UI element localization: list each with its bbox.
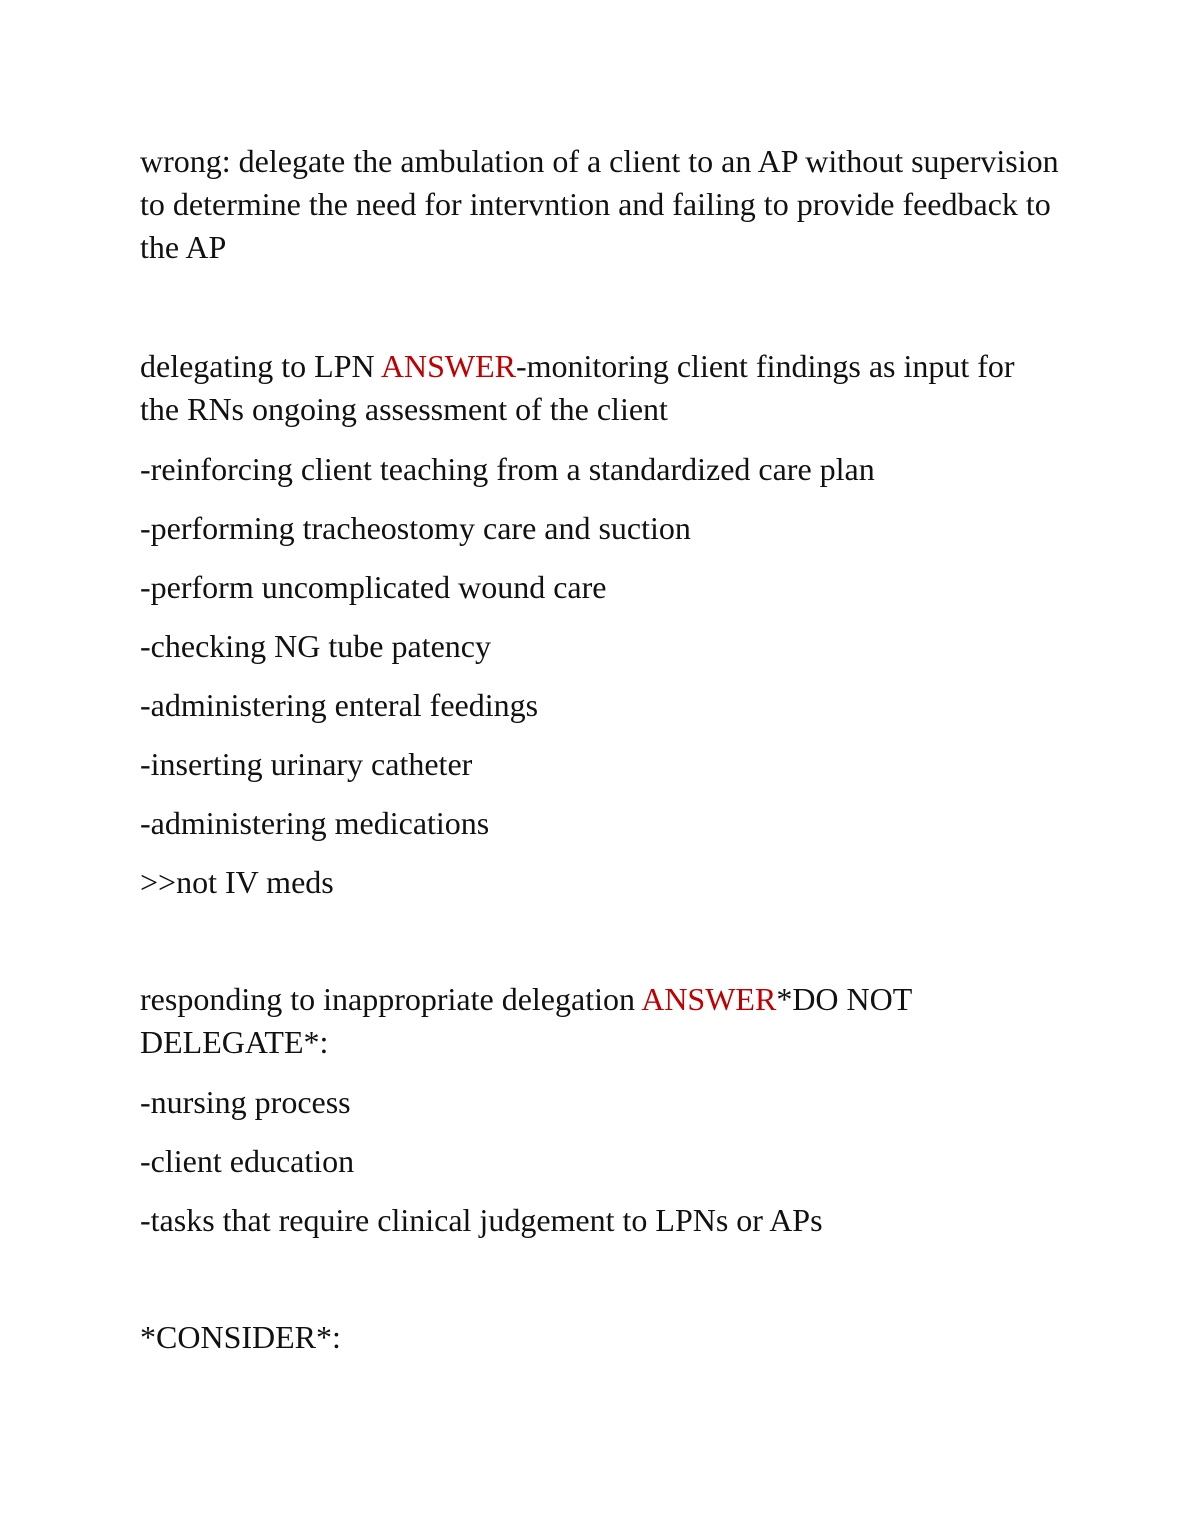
answer-text: *DO NOT DELEGATE*: <box>140 981 912 1060</box>
list-item: -checking NG tube patency <box>140 628 491 664</box>
list-item: -reinforcing client teaching from a standardized care plan <box>140 451 875 487</box>
question-text: delegating to LPN <box>140 348 375 384</box>
list-item: -inserting urinary catheter <box>140 746 473 782</box>
wrong-delegation-note: wrong: delegate the ambulation of a client to an AP without supervision to determine the need for intervntion and failing to provide feedback to the AP <box>140 143 1059 265</box>
answer-text: -monitoring client findings as input for the RNs ongoing assessment of the client <box>140 348 1015 427</box>
list-item: -tasks that require clinical judgement to LPNs or APs <box>140 1202 823 1238</box>
list-item: -nursing process <box>140 1084 351 1120</box>
list-item: -client education <box>140 1143 355 1179</box>
inappropriate-question-answer <box>140 978 1060 1064</box>
question-text: responding to inappropriate delegation <box>140 981 635 1017</box>
list-item: >>not IV meds <box>140 864 334 900</box>
consider-heading: *CONSIDER*: <box>140 1319 341 1355</box>
list-item: -administering enteral feedings <box>140 687 539 723</box>
lpn-question-answer <box>140 345 1060 431</box>
list-item: -perform uncomplicated wound care <box>140 569 607 605</box>
answer-label: ANSWER <box>641 981 777 1017</box>
list-item: -administering medications <box>140 805 490 841</box>
list-item: -performing tracheostomy care and suction <box>140 510 691 546</box>
answer-label: ANSWER <box>380 348 516 384</box>
